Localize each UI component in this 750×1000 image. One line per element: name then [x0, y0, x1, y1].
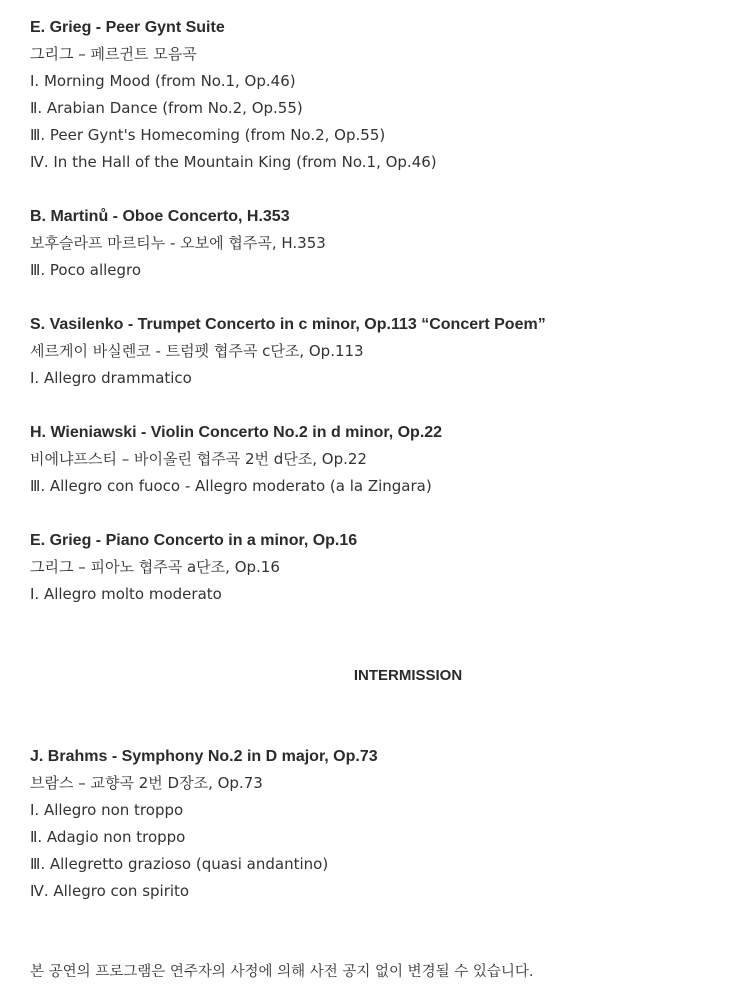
piece-korean-title: 그리그 – 피아노 협주곡 a단조, Op.16 [30, 558, 280, 576]
movement-item: Ⅲ. Allegro con fuoco - Allegro moderato (a la Zingara) [30, 477, 432, 495]
piece-title: E. Grieg - Peer Gynt Suite [30, 19, 225, 36]
program-piece [30, 419, 730, 500]
movement-item: Ⅱ. Adagio non troppo [30, 828, 186, 846]
piece-korean-title: 세르게이 바실렌코 - 트럼펫 협주곡 c단조, Op.113 [30, 342, 364, 360]
piece-title: H. Wieniawski - Violin Concerto No.2 in d minor, Op.22 [30, 424, 443, 441]
movement-item: Ⅰ. Allegro non troppo [30, 801, 184, 819]
movement-item: Ⅳ. In the Hall of the Mountain King (from No.1, Op.46) [30, 153, 437, 171]
program-change-notice: 본 공연의 프로그램은 연주자의 사정에 의해 사전 공지 없이 변경될 수 있습니다. [30, 964, 534, 980]
spacer [30, 284, 730, 311]
spacer [30, 176, 730, 203]
spacer [30, 500, 730, 527]
piece-korean-title: 보후슬라프 마르티누 - 오보에 협주곡, H.353 [30, 234, 326, 252]
intermission-heading: INTERMISSION [353, 667, 463, 684]
piece-korean-title: 그리그 – 페르귄트 모음곡 [30, 45, 197, 63]
movement-item: Ⅰ. Morning Mood (from No.1, Op.46) [30, 72, 296, 90]
piece-title: B. Martinů - Oboe Concerto, H.353 [30, 208, 290, 225]
piece-title: E. Grieg - Piano Concerto in a minor, Op.16 [30, 532, 358, 549]
movement-item: Ⅲ. Poco allegro [30, 261, 142, 279]
movement-item: Ⅲ. Allegretto grazioso (quasi andantino) [30, 855, 329, 873]
program-piece [30, 14, 730, 176]
program-piece [30, 203, 730, 284]
piece-title: J. Brahms - Symphony No.2 in D major, Op.73 [30, 748, 378, 765]
program-piece [30, 311, 730, 392]
program-piece [30, 527, 730, 608]
program-first-half [30, 14, 730, 608]
movement-item: Ⅰ. Allegro molto moderato [30, 585, 222, 603]
movement-item: Ⅲ. Peer Gynt's Homecoming (from No.2, Op.55) [30, 126, 386, 144]
piece-korean-title: 브람스 – 교향곡 2번 D장조, Op.73 [30, 774, 263, 792]
piece-title: S. Vasilenko - Trumpet Concerto in c minor, Op.113 “Concert Poem” [30, 316, 546, 333]
movement-item: Ⅱ. Arabian Dance (from No.2, Op.55) [30, 99, 303, 117]
movement-item: Ⅳ. Allegro con spirito [30, 882, 190, 900]
piece-korean-title: 비에냐프스티 – 바이올린 협주곡 2번 d단조, Op.22 [30, 450, 367, 468]
program-piece [30, 743, 730, 905]
movement-item: Ⅰ. Allegro drammatico [30, 369, 192, 387]
program-second-half [30, 743, 730, 905]
spacer [30, 392, 730, 419]
